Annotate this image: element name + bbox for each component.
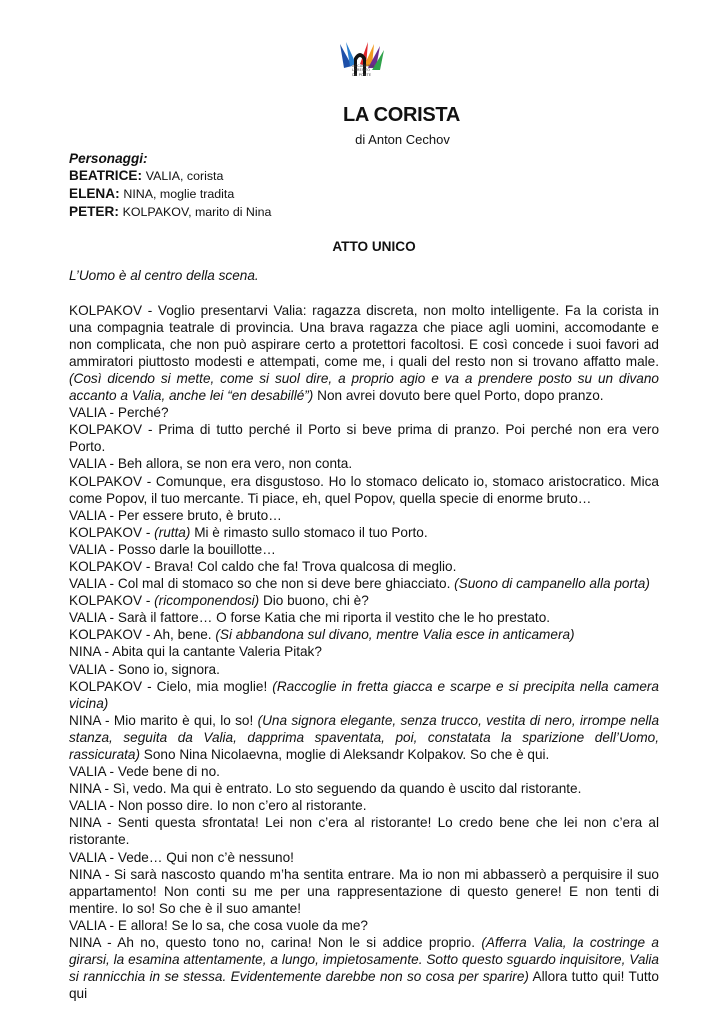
dialogue-line: VALIA - Perché?	[69, 405, 169, 421]
speaker-name: NINA	[69, 815, 101, 831]
speaker-name: KOLPAKOV	[69, 524, 143, 540]
dialogue-line: VALIA - Vede bene di no.	[69, 764, 220, 780]
dialogue-line: KOLPAKOV - Voglio presentarvi Valia: ragazza discreta, non molto intelligente. Fa la corista in una compagnia teatrale di provincia. Una brava ragazza che piace agli uomini, accomodante e non complicata, che non può aspirare certo a protettori facoltosi. E così concede i suoi favori ad ammiratori piuttosto modesti e attempati, come me, i quali del resto non si trovano affatto male. (Così dicendo si mette, come si suol dire, a proprio agio e va a prendere posto su un divano accanto a Valia, anche lei “en desabillé”) Non avrei dovuto bere quel Porto, dopo pranzo.	[69, 302, 659, 404]
dialogue-line: VALIA - Sarà il fattore… O forse Katia che mi riporta il vestito che le ho prestato.	[69, 610, 551, 626]
line-text: Col mal di stomaco so che non si deve bere ghiacciato.	[117, 576, 451, 592]
dialogue-line: NINA - Sì, vedo. Ma qui è entrato. Lo sto seguendo da quando è uscito dal ristorante.	[69, 781, 582, 797]
scene-direction: L’Uomo è al centro della scena.	[69, 268, 259, 284]
line-text: Non posso dire. Io non c’ero al ristorante.	[117, 798, 367, 814]
cast-heading: Personaggi:	[69, 151, 148, 166]
line-text: Sono Nina Nicolaevna, moglie di Aleksandr Kolpakov. So che è qui.	[143, 747, 550, 762]
dialogue-line: KOLPAKOV - Cielo, mia moglie! (Raccoglie in fretta giacca e scarpe e si precipita nella camera vicina)	[69, 678, 659, 711]
line-text: Ah, bene.	[153, 627, 212, 643]
dialogue	[69, 302, 659, 1003]
logo	[256, 38, 468, 92]
dialogue-line: NINA - Si sarà nascosto quando m’ha sentita entrare. Ma io non mi abbasserò a perquisire il suo appartamento! Non conti su me per una rappresentazione di questo genere! E non tenti di mentire. Io so! So che è il suo amante!	[69, 866, 659, 916]
speaker-name: VALIA	[69, 610, 106, 626]
script-body	[69, 150, 659, 1002]
line-text: Sono io, signora.	[117, 661, 220, 677]
line-text: Beh allora, se non era vero, non conta.	[117, 456, 353, 472]
line-text: Perché?	[117, 405, 169, 421]
dialogue-line: NINA - Mio marito è qui, lo so! (Una signora elegante, senza trucco, vestita di nero, irrompe nella stanza, seguita da Valia, dapprima spaventata, poi, constatata la sparizione dell’Uomo, rassicurata) Sono Nina Nicolaevna, moglie di Aleksandr Kolpakov. So che è qui.	[69, 712, 660, 762]
dialogue-line: KOLPAKOV - Comunque, era disgustoso. Ho lo stomaco delicato io, stomaco aristocratico. Mica come Popov, il tuo mercante. Ti piace, eh, quel Popov, quella specie di enorme bruto…	[69, 473, 659, 506]
speaker-name: KOLPAKOV	[69, 593, 143, 609]
speaker-name: KOLPAKOV	[69, 627, 143, 643]
speaker-name: VALIA	[69, 849, 106, 865]
line-text: Vede bene di no.	[117, 764, 220, 780]
stage-direction: (Così dicendo si mette, come si suol dire, a proprio agio e va a prendere posto su un divano accanto a Valia, anche lei “en desabillé”)	[69, 370, 659, 404]
dialogue-line: KOLPAKOV - (ricomponendosi) Dio buono, chi è?	[69, 593, 369, 609]
speaker-name: VALIA	[69, 917, 106, 933]
speaker-name: VALIA	[69, 798, 106, 814]
logo-text: ACCADEMIA LORENZO DA PONTE	[352, 64, 375, 77]
cast-entry: PETER: KOLPAKOV, marito di Nina	[69, 204, 272, 220]
speaker-name: KOLPAKOV	[69, 558, 143, 574]
cast-entry: BEATRICE: VALIA, corista	[69, 168, 224, 184]
dialogue-line: NINA - Abita qui la cantante Valeria Pitak?	[69, 644, 322, 660]
stage-direction: (Una signora elegante, senza trucco, vestita di nero, irrompe nella stanza, seguita da Valia, dapprima spaventata, poi, constatata la sparizione dell’Uomo, rassicurata)	[69, 712, 660, 762]
speaker-name: VALIA	[69, 405, 106, 421]
dialogue-line: KOLPAKOV - Ah, bene. (Si abbandona sul divano, mentre Valia esce in anticamera)	[69, 627, 575, 643]
line-text: Sì, vedo. Ma qui è entrato. Lo sto seguendo da quando è uscito dal ristorante.	[112, 781, 582, 797]
cast-list	[69, 150, 659, 221]
line-text: Allora tutto qui! Tutto qui	[69, 969, 659, 1002]
dialogue-line: VALIA - Per essere bruto, è bruto…	[69, 507, 282, 523]
line-text: Ah no, questo tono no, carina! Non le si addice proprio.	[117, 935, 475, 951]
line-text: Brava! Col caldo che fa! Trova qualcosa di meglio.	[154, 558, 457, 574]
dialogue-line: VALIA - Col mal di stomaco so che non si deve bere ghiacciato. (Suono di campanello alla porta)	[69, 576, 650, 592]
line-text: Senti questa sfrontata! Lei non c’era al ristorante! Lo credo bene che lei non c’era al ristorante.	[69, 815, 659, 848]
speaker-name: KOLPAKOV	[69, 678, 143, 694]
line-text: Cielo, mia moglie!	[156, 678, 268, 694]
page-title: LA CORISTA	[343, 104, 460, 126]
line-text: Non avrei dovuto bere quel Porto, dopo pranzo.	[317, 388, 604, 404]
speaker-name: NINA	[69, 644, 101, 660]
speaker-name: NINA	[69, 781, 101, 797]
act-heading: ATTO UNICO	[332, 239, 416, 255]
stage-direction: (Si abbandona sul divano, mentre Valia esce in anticamera)	[215, 627, 575, 643]
speaker-name: VALIA	[69, 507, 106, 523]
speaker-name: NINA	[69, 712, 101, 728]
stage-direction: (Raccoglie in fretta giacca e scarpe e si precipita nella camera vicina)	[69, 678, 659, 711]
speaker-name: VALIA	[69, 661, 106, 677]
line-text: Comunque, era disgustoso. Ho lo stomaco delicato io, stomaco aristocratico. Mica come Popov, il tuo mercante. Ti piace, eh, quel Popov, quella specie di enorme bruto…	[69, 473, 659, 506]
dialogue-line: KOLPAKOV - Brava! Col caldo che fa! Trova qualcosa di meglio.	[69, 558, 457, 574]
dialogue-line: KOLPAKOV - (rutta) Mi è rimasto sullo stomaco il tuo Porto.	[69, 524, 428, 540]
line-text: Abita qui la cantante Valeria Pitak?	[112, 644, 322, 660]
dialogue-line: VALIA - Vede… Qui non c’è nessuno!	[69, 849, 294, 865]
line-text: Vede… Qui non c’è nessuno!	[117, 849, 294, 865]
line-text: E allora! Se lo sa, che cosa vuole da me?	[117, 917, 368, 933]
dialogue-line: VALIA - Posso darle la bouillotte…	[69, 541, 276, 557]
speaker-name: KOLPAKOV	[69, 422, 143, 438]
speaker-name: KOLPAKOV	[69, 473, 143, 489]
speaker-name: VALIA	[69, 541, 106, 557]
cast-entry: ELENA: NINA, moglie tradita	[69, 186, 235, 202]
stage-direction: (Afferra Valia, la costringe a girarsi, la esamina attentamente, a lungo, impietosamente. Sotto questo sguardo inquisitore, Valia si rannicchia in se stessa. Evidentemente darebbe non so cosa per sparire)	[69, 935, 659, 985]
stage-direction: (rutta)	[154, 524, 191, 540]
dialogue-line: VALIA - Non posso dire. Io non c’ero al ristorante.	[69, 798, 367, 814]
speaker-name: NINA	[69, 866, 101, 882]
speaker-name: VALIA	[69, 456, 106, 472]
speaker-name: KOLPAKOV	[69, 302, 143, 318]
line-text: Dio buono, chi è?	[262, 593, 369, 609]
speaker-name: VALIA	[69, 764, 106, 780]
line-text: Posso darle la bouillotte…	[117, 541, 276, 557]
author-line: di Anton Cechov	[355, 132, 450, 147]
dialogue-line: KOLPAKOV - Prima di tutto perché il Porto si beve prima di pranzo. Poi perché non era vero Porto.	[69, 422, 659, 455]
speaker-name: VALIA	[69, 576, 106, 592]
line-text: Voglio presentarvi Valia: ragazza discreta, non molto intelligente. Fa la corista in una compagnia teatrale di provincia. Una brava ragazza che piace agli uomini, accomodante e non complicata, che non può aspirare certo a protettori facoltosi. E così concede i suoi favori ad ammiratori piuttosto modesti e attempati, come me, i quali del resto non si trovano affatto male.	[69, 302, 659, 369]
line-text: Prima di tutto perché il Porto si beve prima di pranzo. Poi perché non era vero Porto.	[69, 422, 659, 455]
line-text: Si sarà nascosto quando m’ha sentita entrare. Ma io non mi abbasserò a perquisire il suo appartamento! Non conti su me per una rappresentazione di questo genere! E non tenti di mentire. Io so! So che è il suo amante!	[69, 866, 659, 916]
stage-direction: (Suono di campanello alla porta)	[454, 576, 650, 592]
dialogue-line: VALIA - Beh allora, se non era vero, non conta.	[69, 456, 353, 472]
speaker-name: NINA	[69, 935, 101, 951]
stage-direction: (ricomponendosi)	[154, 593, 260, 609]
dialogue-line: VALIA - Sono io, signora.	[69, 661, 220, 677]
line-text: Mio marito è qui, lo so!	[113, 712, 254, 728]
dialogue-line: NINA - Senti questa sfrontata! Lei non c’era al ristorante! Lo credo bene che lei non c’era al ristorante.	[69, 815, 659, 848]
line-text: Per essere bruto, è bruto…	[117, 507, 282, 523]
dialogue-line: VALIA - E allora! Se lo sa, che cosa vuole da me?	[69, 917, 368, 933]
dialogue-line: NINA - Ah no, questo tono no, carina! Non le si addice proprio. (Afferra Valia, la costringe a girarsi, la esamina attentamente, a lungo, impietosamente. Sotto questo sguardo inquisitore, Valia si rannicchia in se stessa. Evidentemente darebbe non so cosa per sparire) Allora tutto qui! Tutto qui	[69, 935, 659, 1002]
line-text: Mi è rimasto sullo stomaco il tuo Porto.	[194, 524, 428, 540]
line-text: Sarà il fattore… O forse Katia che mi riporta il vestito che le ho prestato.	[117, 610, 551, 626]
